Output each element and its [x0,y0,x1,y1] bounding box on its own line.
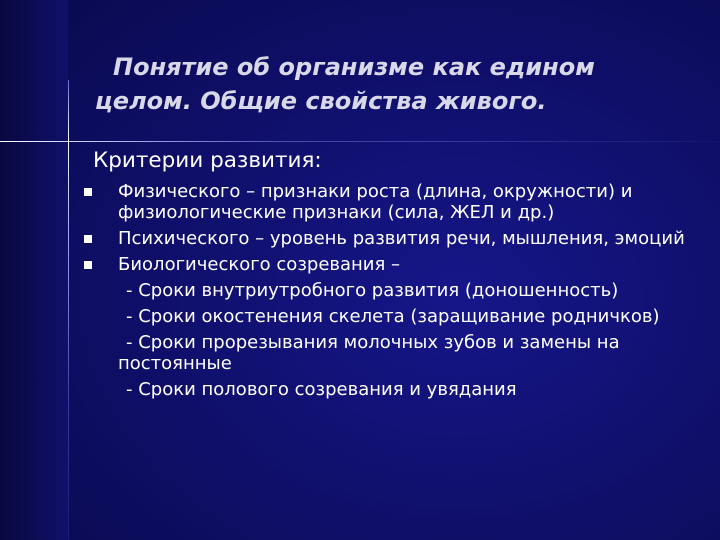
list-item-text: Биологического созревания – [118,254,401,275]
square-bullet-icon [84,235,92,243]
list-item-text: Психического – уровень развития речи, мышления, эмоций [118,228,685,249]
list-item [82,254,707,400]
sub-item: - Сроки окостенения скелета (заращивание родничков) [126,306,660,327]
sub-item: - Сроки прорезывания молочных зубов и замены на постоянные [118,332,620,374]
horizontal-divider [0,141,720,142]
sub-item: - Сроки полового созревания и увядания [126,379,517,400]
square-bullet-icon [84,188,92,196]
vertical-divider [68,80,69,540]
slide-title [95,50,695,118]
section-heading: Критерии развития: [93,148,322,173]
list-item [82,228,707,249]
list-item [82,181,707,223]
square-bullet-icon [84,261,92,269]
list-item-text: Физического – признаки роста (длина, окружности) и физиологические признаки (сила, ЖЕЛ и др.) [118,181,633,223]
sub-item: - Сроки внутриутробного развития (доношенность) [126,280,619,301]
slide-title-line-1: Понятие об организме как едином [113,53,595,81]
slide-title-line-2: целом. Общие свойства живого. [95,87,547,115]
criteria-list [82,181,707,400]
left-panel [0,0,68,540]
